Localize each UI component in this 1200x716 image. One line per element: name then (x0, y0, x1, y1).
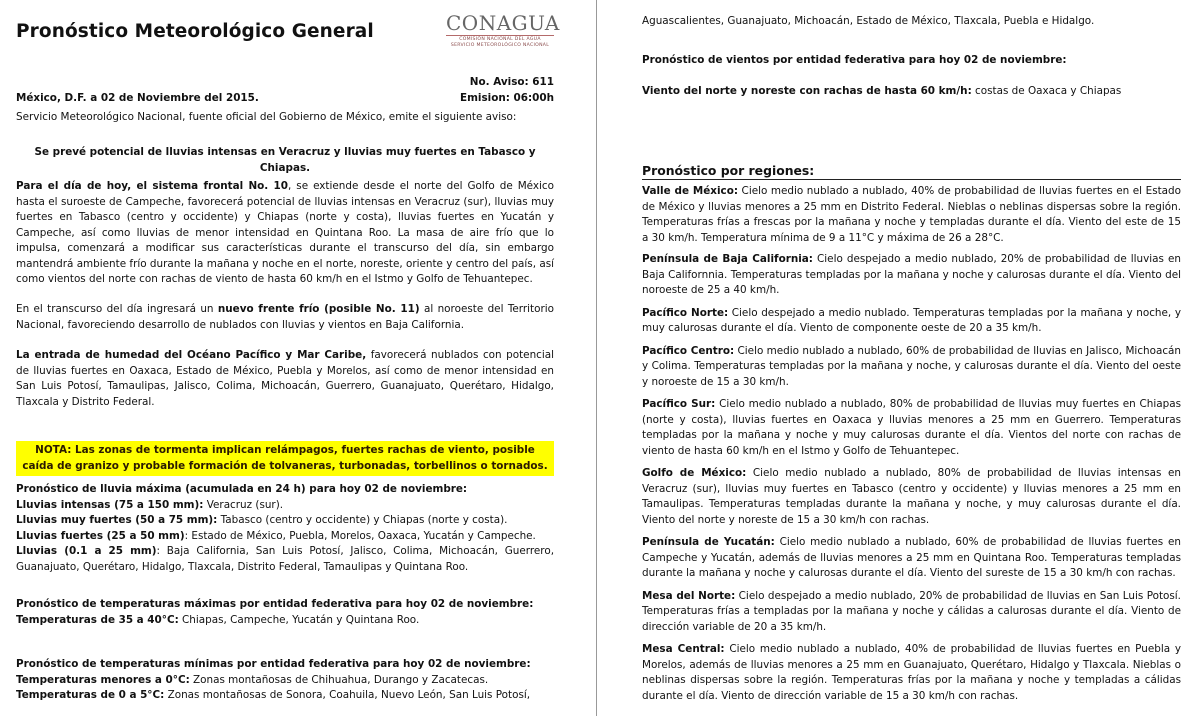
tmin-section (16, 657, 554, 704)
tmax-title: Pronóstico de temperaturas máximas por entidad federativa para hoy 02 de noviembre: (16, 598, 534, 610)
rain-item-label: Lluvias muy fuertes (50 a 75 mm): (16, 514, 218, 526)
p2-bold: nuevo frente frío (posible No. 11) (217, 303, 420, 315)
rain-item-label: Lluvias fuertes (25 a 50 mm) (16, 529, 185, 542)
rain-item-text: : Baja California, San Luis Potosí, Jalisco, Colima, Michoacán, Guerrero, Guanajuato, Querétaro, Hidalgo, Tlaxcala, Distrito Federal, Tamaulipas y Quintana Roo. (16, 545, 554, 573)
rain-item (16, 513, 554, 529)
rain-item (16, 544, 554, 575)
rain-forecast-section (16, 482, 554, 575)
region-text: Cielo medio nublado a nublado, 80% de probabilidad de lluvias muy fuertes en Chiapas (norte y costa), lluvias fuertes en Oaxaca y lluvias menores a 25 mm en Guerrero. Temperaturas templadas por la mañana y noche y muy calurosas durante el día. Vientos del norte con rachas de viento de hasta 60 km/h en el Istmo y Golfo de Tehuantepec. (642, 398, 1181, 457)
region-item (642, 535, 1181, 582)
p1-text: , se extiende desde el norte del Golfo de México hasta el suroeste de Campeche, favorecerá potencial de lluvias intensas en Veracruz (sur), lluvias muy fuertes en Tabasco (centro y occidente) y Chiapas (norte y costa), lluvias fuertes en Yucatán y Campeche, así como lluvias de menor intensidad en Quintana Roo. La masa de aire frío que lo impulsa, comenzará a modificar sus características durante el transcurso del día, sin embargo mantendrá ambiente frío durante la mañana y noche en el norte, noreste, oriente y centro del país, así como vientos del norte con rachas de viento de hasta 60 km/h en el Istmo y Golfo de Tehuantepec. (16, 180, 554, 285)
regions-title: Pronóstico por regiones: (642, 163, 815, 178)
wind-title: Pronóstico de vientos por entidad federativa para hoy 02 de noviembre: (642, 54, 1067, 66)
p2-text: al noroeste del Territorio Nacional, favoreciendo desarrollo de nublados con lluvias y vientos en Baja California. (16, 303, 554, 331)
p2-start: En el transcurso del día ingresará un (16, 303, 218, 315)
p3-text: favorecerá nublados con potencial de lluvias fuertes en Oaxaca, Estado de México, Puebla y Morelos, así como de menor intensidad en San Luis Potosí, Tamaulipas, Jalisco, Colima, Michoacán, Guerrero, Guanajuato, Querétaro, Hidalgo, Tlaxcala y Distrito Federal. (16, 349, 555, 408)
conagua-logo (446, 11, 560, 49)
paragraph-frontal-system (16, 179, 554, 288)
region-item (642, 589, 1181, 636)
region-item (642, 397, 1181, 459)
place-date: México, D.F. a 02 de Noviembre del 2015. (16, 92, 259, 104)
tmax-text: Chiapas, Campeche, Yucatán y Quintana Roo. (178, 613, 420, 626)
region-text: Cielo medio nublado a nublado, 40% de probabilidad de lluvias fuertes en el Estado de México y lluvias menores a 25 mm en Distrito Federal. Nieblas o neblinas dispersas sobre la región. Temperaturas frías a frescas por la mañana y noche y templadas durante el día. Viento del este de 15 a 30 km/h. Temperatura mínima de 9 a 11°C y máxima de 26 a 28°C. (642, 185, 1181, 244)
region-text: Cielo medio nublado a nublado, 40% de probabilidad de lluvias fuertes en Puebla y Morelos, además de lluvias menores a 25 mm en Guanajuato, Querétaro, Hidalgo y Tlaxcala. Nieblas o neblinas dispersas sobre la región. Temperaturas frías por la mañana y noche y templadas a cálidas durante el día. Viento de dirección variable de 15 a 30 km/h con rachas. (642, 643, 1181, 702)
region-name: Mesa Central: (642, 643, 725, 655)
paragraph-humidity (16, 348, 554, 410)
tmin-title: Pronóstico de temperaturas mínimas por entidad federativa para hoy 02 de noviembre: (16, 658, 531, 670)
tmin-text: Zonas montañosas de Sonora, Coahuila, Nuevo León, San Luis Potosí, (164, 689, 531, 701)
rain-forecast-title: Pronóstico de lluvia máxima (acumulada en 24 h) para hoy 02 de noviembre: (16, 483, 468, 495)
logo-divider (446, 35, 554, 36)
logo-sub-text-1: COMISIÓN NACIONAL DEL AGUA (459, 37, 541, 42)
region-text: Cielo despejado a medio nublado, 20% de probabilidad de lluvias en Baja Californnia. Temperaturas templadas por la mañana y noche y calurosas durante el día. Viento del noroeste de 25 a 40 km/h. (642, 253, 1181, 296)
tmin-item (16, 673, 554, 689)
left-page (0, 0, 597, 716)
region-text: Cielo medio nublado a nublado, 60% de probabilidad de lluvias en Jalisco, Michoacán y Colima. Temperaturas templadas por la mañana y noche, y calurosas durante el día. Viento del oeste y noroeste de 15 a 30 km/h. (642, 344, 1182, 388)
storm-note: NOTA: Las zonas de tormenta implican relámpagos, fuertes rachas de viento, posible caída de granizo y probable formación de tolvaneras, turbonadas, torbellinos o tornados. (16, 441, 554, 476)
rain-item-text: Veracruz (sur). (203, 498, 284, 511)
wind-item (642, 84, 1182, 100)
rain-item (16, 529, 554, 545)
region-item (642, 466, 1181, 528)
tmin-item (16, 688, 554, 704)
region-text: Cielo despejado a medio nublado, 20% de probabilidad de lluvias en San Luis Potosí. Temperaturas frías a templadas por la mañana y noche y cálidas a calurosas durante el día. Viento de dirección variable de 20 a 35 km/h. (642, 589, 1181, 633)
tmax-item (16, 613, 554, 629)
tmin-label: Temperaturas de 0 a 5°C: (16, 689, 165, 701)
region-name: Pacífico Norte: (642, 306, 729, 319)
region-name: Mesa del Norte: (642, 589, 736, 602)
region-name: Pacífico Centro: (642, 344, 735, 357)
rain-item-label: Lluvias intensas (75 a 150 mm): (16, 498, 204, 511)
regions-list (642, 184, 1181, 704)
tmin-text: Zonas montañosas de Chihuahua, Durango y Zacatecas. (189, 673, 489, 686)
wind-label: Viento del norte y noreste con rachas de hasta 60 km/h: (642, 85, 972, 97)
region-name: Golfo de México: (642, 467, 747, 479)
regions-divider (642, 179, 1181, 180)
wind-text: costas de Oaxaca y Chiapas (971, 85, 1122, 97)
tmax-section (16, 597, 554, 628)
region-item (642, 642, 1181, 704)
region-name: Pacífico Sur: (642, 398, 716, 410)
region-name: Península de Baja California: (642, 253, 813, 265)
right-page (598, 0, 1200, 716)
rain-item-text: : Estado de México, Puebla, Morelos, Oaxaca, Yucatán y Campeche. (184, 529, 536, 542)
region-item (642, 344, 1181, 391)
rain-item-text: Tabasco (centro y occidente) y Chiapas (norte y costa). (217, 514, 508, 526)
paragraph-new-front (16, 302, 554, 333)
tmin-continuation: Aguascalientes, Guanajuato, Michoacán, Estado de México, Tlaxcala, Puebla e Hidalgo. (642, 15, 1095, 27)
aviso-number: No. Aviso: 611 (469, 76, 554, 88)
emision-time: Emision: 06:00h (459, 92, 554, 104)
rain-item-label: Lluvias (0.1 a 25 mm) (16, 545, 157, 557)
p3-bold: La entrada de humedad del Océano Pacífico y Mar Caribe, (16, 349, 367, 361)
p1-bold: Para el día de hoy, el sistema frontal No. 10 (16, 180, 289, 192)
region-text: Cielo medio nublado a nublado, 60% de probabilidad de lluvias fuertes en Campeche y Yucatán, además de lluvias menores a 25 mm en Quintana Roo. Temperaturas templadas durante la mañana y noche y calurosas durante el día. Viento del sureste de 15 a 30 km/h con rachas. (642, 536, 1181, 579)
tmin-label: Temperaturas menores a 0°C: (16, 673, 190, 686)
region-item (642, 306, 1181, 337)
headline: Se prevé potencial de lluvias intensas en Veracruz y lluvias muy fuertes en Tabasco y Chiapas. (34, 146, 536, 174)
tmax-label: Temperaturas de 35 a 40°C: (16, 613, 179, 626)
region-text: Cielo despejado a medio nublado. Temperaturas templadas por la mañana y noche, y muy calurosas durante el día. Viento de componente oeste de 20 a 35 km/h. (642, 306, 1181, 334)
region-item (642, 184, 1181, 246)
intro-text: Servicio Meteorológico Nacional, fuente oficial del Gobierno de México, emite el siguiente aviso: (16, 111, 517, 123)
rain-item (16, 498, 554, 514)
region-name: Península de Yucatán: (642, 536, 775, 548)
page-title: Pronóstico Meteorológico General (16, 21, 374, 42)
region-text: Cielo medio nublado a nublado, 80% de probabilidad de lluvias intensas en Veracruz (sur), lluvias muy fuertes en Tabasco (centro y occidente) y lluvias menores a 25 mm en Tamaulipas. Temperaturas templadas durante la mañana y noche, y muy calurosas durante el día. Viento del norte y noreste de 15 a 30 km/h con rachas. (642, 467, 1181, 526)
logo-main-text: CONAGUA (446, 11, 560, 35)
region-name: Valle de México: (642, 185, 738, 197)
logo-sub-text-2: SERVICIO METEOROLÓGICO NACIONAL (450, 43, 550, 48)
region-item (642, 252, 1181, 299)
